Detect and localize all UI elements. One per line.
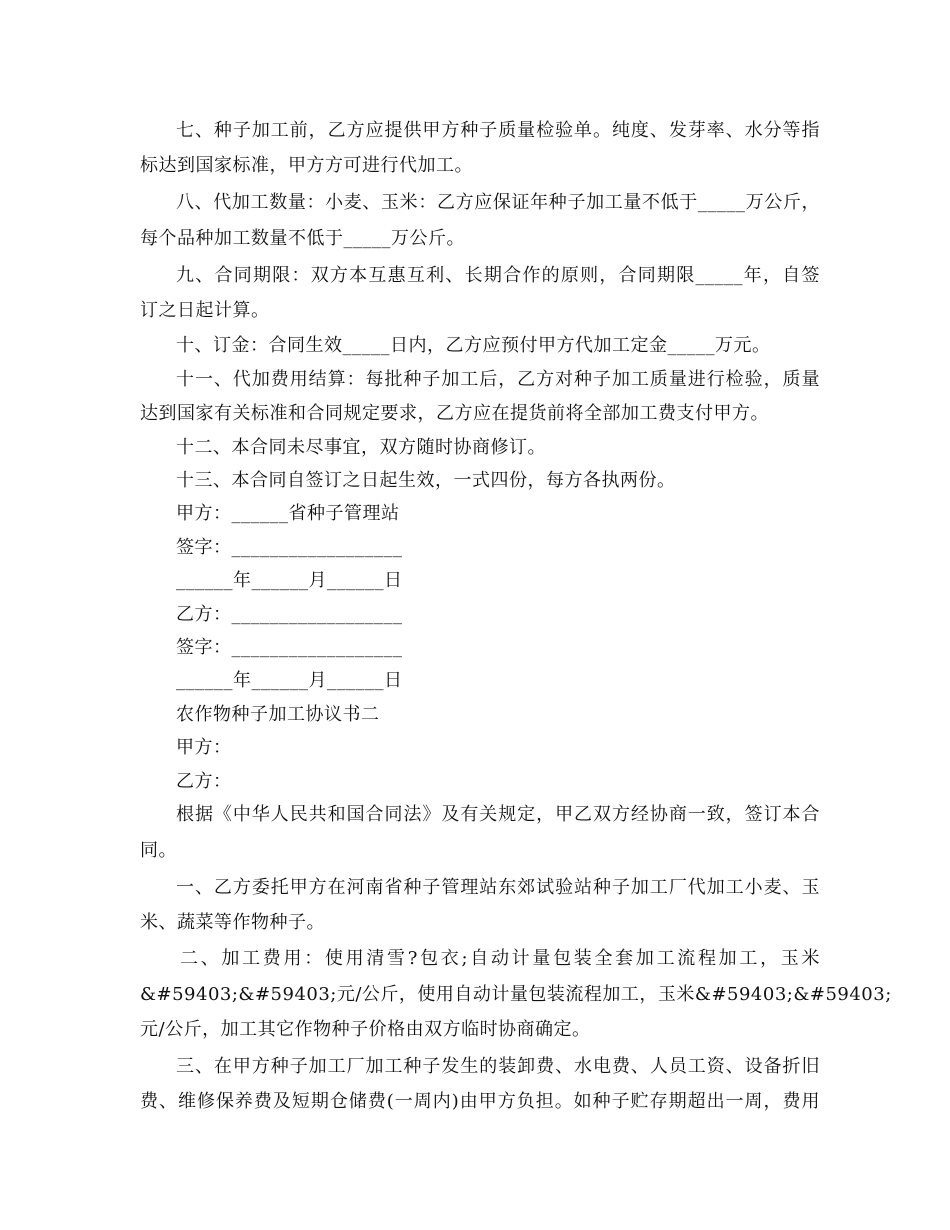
clause-10: 十、订金：合同生效_____日内，乙方应预付甲方代加工定金_____万元。 bbox=[176, 335, 771, 356]
agreement-2-party-a: 甲方： bbox=[176, 737, 232, 758]
clause-2-3-line-2: 费、维修保养费及短期仓储费(一周内)由甲方负担。如种子贮存期超出一周，费用 bbox=[140, 1091, 820, 1112]
intro-line-2: 同。 bbox=[140, 840, 177, 861]
clause-13: 十三、本合同自签订之日起生效，一式四份，每方各执两份。 bbox=[176, 470, 676, 491]
agreement-2-title: 农作物种子加工协议书二 bbox=[176, 704, 380, 725]
clause-12: 十二、本合同未尽事宜，双方随时协商修订。 bbox=[176, 437, 546, 458]
clause-11-line-1: 十一、代加费用结算：每批种子加工后，乙方对种子加工质量进行检验，质量 bbox=[176, 369, 820, 390]
clause-11-line-2: 达到国家有关标准和合同规定要求，乙方应在提货前将全部加工费支付甲方。 bbox=[140, 403, 769, 424]
intro-line-1: 根据《中华人民共和国合同法》及有关规定，甲乙双方经协商一致，签订本合 bbox=[176, 804, 820, 825]
clause-7-line-2: 标达到国家标准，甲方方可进行代加工。 bbox=[140, 155, 473, 176]
party-b-line: 乙方：__________________ bbox=[176, 604, 403, 625]
date-a-line: ______年______月______日 bbox=[176, 570, 403, 591]
clause-8-line-1: 八、代加工数量：小麦、玉米：乙方应保证年种子加工量不低于_____万公斤， bbox=[176, 192, 820, 213]
clause-7-line-1: 七、种子加工前，乙方应提供甲方种子质量检验单。纯度、发芽率、水分等指 bbox=[176, 120, 820, 141]
clause-8-line-2: 每个品种加工数量不低于_____万公斤。 bbox=[140, 228, 465, 249]
clause-2-1-line-1: 一、乙方委托甲方在河南省种子管理站东郊试验站种子加工厂代加工小麦、玉 bbox=[176, 877, 820, 898]
clause-2-2-line-3: 元/公斤，加工其它作物种子价格由双方临时协商确定。 bbox=[140, 1019, 591, 1040]
agreement-2-party-b: 乙方： bbox=[176, 771, 232, 792]
clause-9-line-1: 九、合同期限：双方本互惠互利、长期合作的原则，合同期限_____年，自签 bbox=[176, 265, 820, 286]
clause-9-line-2: 订之日起计算。 bbox=[140, 300, 270, 321]
signature-a-line: 签字：__________________ bbox=[176, 537, 403, 558]
clause-2-2-line-2: &#59403;&#59403;元/公斤，使用自动计量包装流程加工，玉米&#59403;&#59403; bbox=[140, 984, 892, 1005]
clause-2-3-line-1: 三、在甲方种子加工厂加工种子发生的装卸费、水电费、人员工资、设备折旧 bbox=[176, 1056, 820, 1077]
signature-b-line: 签字：__________________ bbox=[176, 637, 403, 658]
party-a-line: 甲方：______省种子管理站 bbox=[176, 503, 400, 524]
date-b-line: ______年______月______日 bbox=[176, 670, 403, 691]
clause-2-1-line-2: 米、蔬菜等作物种子。 bbox=[140, 912, 325, 933]
clause-2-2-line-1: 二、加工费用：使用清雪?包衣;自动计量包装全套加工流程加工，玉米 bbox=[180, 948, 820, 969]
